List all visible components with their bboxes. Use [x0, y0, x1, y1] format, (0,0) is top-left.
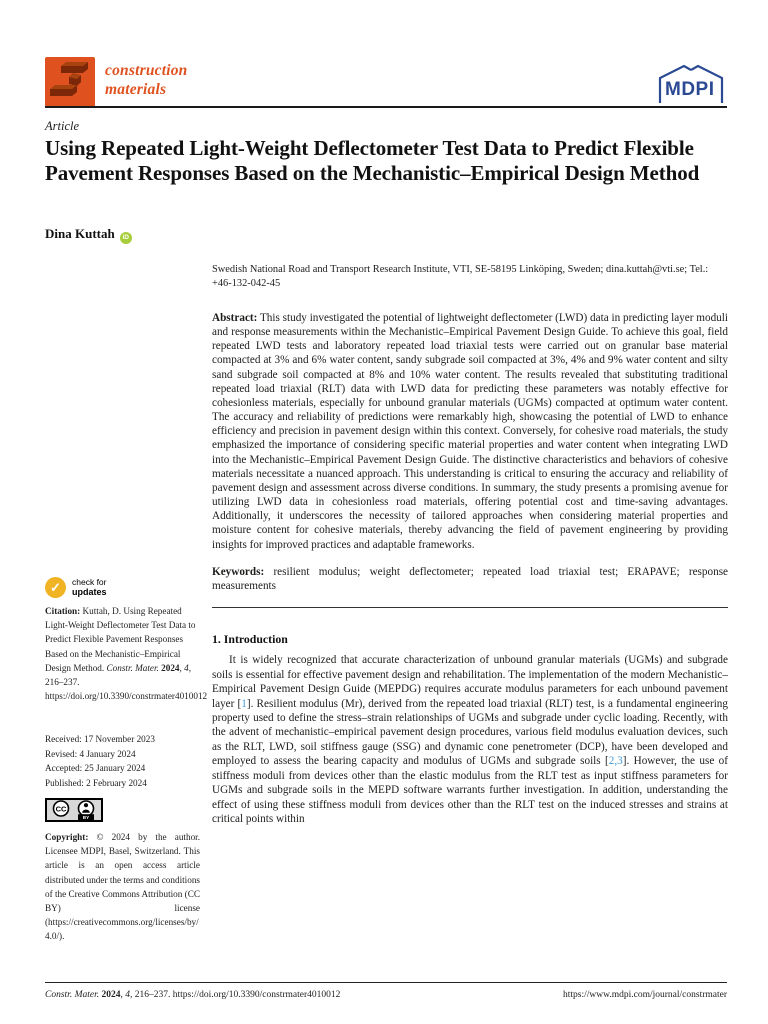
- keywords-divider: [212, 607, 728, 608]
- check-for-updates-badge[interactable]: [45, 577, 107, 598]
- keywords-text: resilient modulus; weight deflectometer; repeated load triaxial test; ERAPAVE; response measurements: [212, 565, 729, 592]
- article-title: Using Repeated Light-Weight Deflectometer Test Data to Predict Flexible Pavement Responses Based on the Mechanistic–Empirical Design Method: [45, 136, 700, 185]
- section-heading-introduction: 1. Introduction: [212, 632, 288, 647]
- abstract: [212, 311, 728, 552]
- footer-year: 2024: [101, 990, 121, 1000]
- footer-journal-url[interactable]: https://www.mdpi.com/journal/constrmater: [562, 990, 727, 1000]
- svg-text:CC: CC: [55, 804, 67, 814]
- abstract-text: This study investigated the potential of lightweight deflectometer (LWD) data in predicting layer moduli and response measurements within the Mechanistic–Empirical Pavement Design Guide. To achieve this goal, field repeated LWD tests and laboratory repeated load triaxial tests were carried out on granular base material compacted at 3% and 6% water content, sandy subgrade soil compacted at 3%, 4% and 9% water content and silty sand subgrade soil compacted at 8% and 10% water content. The results revealed that substituting traditional repeated load triaxial (RLT) data with LWD data for predicting these parameters was notably effective for cohesionless materials, especially for unbound granular materials (UGMs) compacted at optimum water content. The accuracy and reliability of predictions were remarkably high, showcasing the potential of LWD to enhance efficiency and precision in pavement design within this context. Conversely, for cohesive road materials, the study emphasized the importance of considering specific material properties and water content when integrating LWD into the Mechanistic–Empirical Pavement Design Guide. The distinctive characteristics and behaviors of cohesive materials necessitate a nuanced approach. This understanding is critical to ensuring the accuracy and reliability of pavement design and assessment across diverse conditions. In summary, the study presents a promising avenue for utilizing LWD data in cohesionless road materials, offering potential cost and time-saving advantages. Additionally, it underscores the necessity of tailored approaches when considering material properties and moisture content for cohesive materials, thereby advancing the field of pavement engineering by providing insights for improved practices and adaptable frameworks.: [212, 312, 728, 551]
- bricks-icon: [45, 57, 95, 107]
- footer-sep: ,: [120, 990, 126, 1000]
- keywords-label: Keywords:: [212, 565, 265, 578]
- date-accepted: Accepted: 25 January 2024: [45, 763, 146, 774]
- checkmark-icon: ✓: [45, 577, 66, 598]
- date-received: Received: 17 November 2023: [45, 734, 155, 744]
- article-type-label: Article: [45, 119, 80, 133]
- check-updates-line1: check for: [72, 577, 107, 587]
- citation-journal: Constr. Mater.: [106, 662, 159, 673]
- citation-year: 2024: [161, 662, 180, 673]
- intro-text: ]. Resilient modulus (Mr), derived from the repeated load triaxial (RLT) test, is a fundamental engineering property used to define the stress–strain relationships of UGMs and subgrade under cyclic loading. Recently, with the advent of mechanistic–empirical pavement design procedures, various field modulus evaluation devices, such as the RLT, LWD, soil stiffness gauge (SSG) and dynamic cone penetrometer (DCP), have been developed and employed to assess the bearing capacity and modulus of UGMs and subgrade soils [: [212, 697, 728, 768]
- date-published: Published: 2 February 2024: [45, 777, 147, 788]
- author-name: Dina Kuttah: [45, 226, 115, 241]
- reference-link-1[interactable]: 1: [241, 697, 247, 710]
- publication-dates: [45, 732, 199, 790]
- date-revised: Revised: 4 January 2024: [45, 748, 136, 759]
- citation-label: Citation:: [45, 606, 81, 616]
- journal-name: [105, 61, 188, 99]
- check-updates-line2: updates: [72, 586, 107, 597]
- mdpi-logo-text: MDPI: [665, 79, 715, 100]
- keywords: [212, 565, 728, 593]
- author-row: [45, 226, 132, 244]
- reference-link-2-3[interactable]: 2,3: [608, 755, 623, 768]
- cc-by-badge[interactable]: [45, 798, 103, 827]
- footer-pages-doi: , 216–237. https://doi.org/10.3390/constrmater4010012: [129, 990, 341, 1000]
- abstract-label: Abstract:: [212, 312, 258, 324]
- journal-logo[interactable]: [45, 57, 95, 107]
- citation-body: Kuttah, D. Using Repeated Light-Weight Deflectometer Test Data to Predict Flexible Pavement Responses Based on the Mechanistic–Empirical Design Method.: [45, 606, 196, 673]
- footer-journal: Constr. Mater.: [45, 990, 100, 1000]
- main-column: [212, 263, 728, 827]
- citation-volume: 4: [184, 662, 189, 673]
- affiliation: Swedish National Road and Transport Research Institute, VTI, SE-58195 Linköping, Sweden; dina.kuttah@vti.se; Tel.: +46-132-042-45: [212, 264, 709, 289]
- intro-text: ]. However, the use of stiffness moduli from devices other than the elastic modulus from the RLT test as input stiffness parameters for UGMs and subgrade soils in the MEPD software warrants further investigation. In addition, understanding the effect of using these stiffness moduli from devices other than the RLT test on the induced stresses and strains at critical points within: [212, 755, 728, 826]
- footer-rule: [45, 982, 727, 983]
- footer-volume: 4: [125, 990, 130, 1000]
- citation-pages-doi: , 216–237. https://doi.org/10.3390/constrmater4010012: [45, 662, 208, 702]
- check-updates-label: [72, 578, 107, 597]
- mdpi-logo[interactable]: [655, 63, 727, 109]
- copyright-label: Copyright:: [45, 832, 89, 842]
- intro-text: It is widely recognized that accurate characterization of unbound granular materials (UGMs) and subgrade soils is essential for effective pavement design and rehabilitation. The implementation of the modern Mechanistic–Empirical Pavement Design Guide (MEPDG) requires accurate modulus parameters for each unbound pavement layer [: [212, 654, 728, 710]
- introduction-paragraph: [212, 653, 728, 826]
- orcid-icon[interactable]: iD: [120, 232, 132, 244]
- footer-citation: [45, 990, 340, 1000]
- citation-sep: ,: [179, 662, 185, 673]
- header-rule: [45, 106, 727, 108]
- copyright: [45, 830, 200, 944]
- copyright-text: © 2024 by the author. Licensee MDPI, Basel, Switzerland. This article is an open access article distributed under the terms and conditions of the Creative Commons Attribution (CC BY) license (https://creativecommons.org/licenses/by/4.0/).: [45, 832, 201, 942]
- svg-text:BY: BY: [82, 815, 90, 821]
- citation: [45, 604, 208, 703]
- journal-name-line2: materials: [105, 81, 167, 98]
- journal-name-line1: construction: [105, 62, 188, 79]
